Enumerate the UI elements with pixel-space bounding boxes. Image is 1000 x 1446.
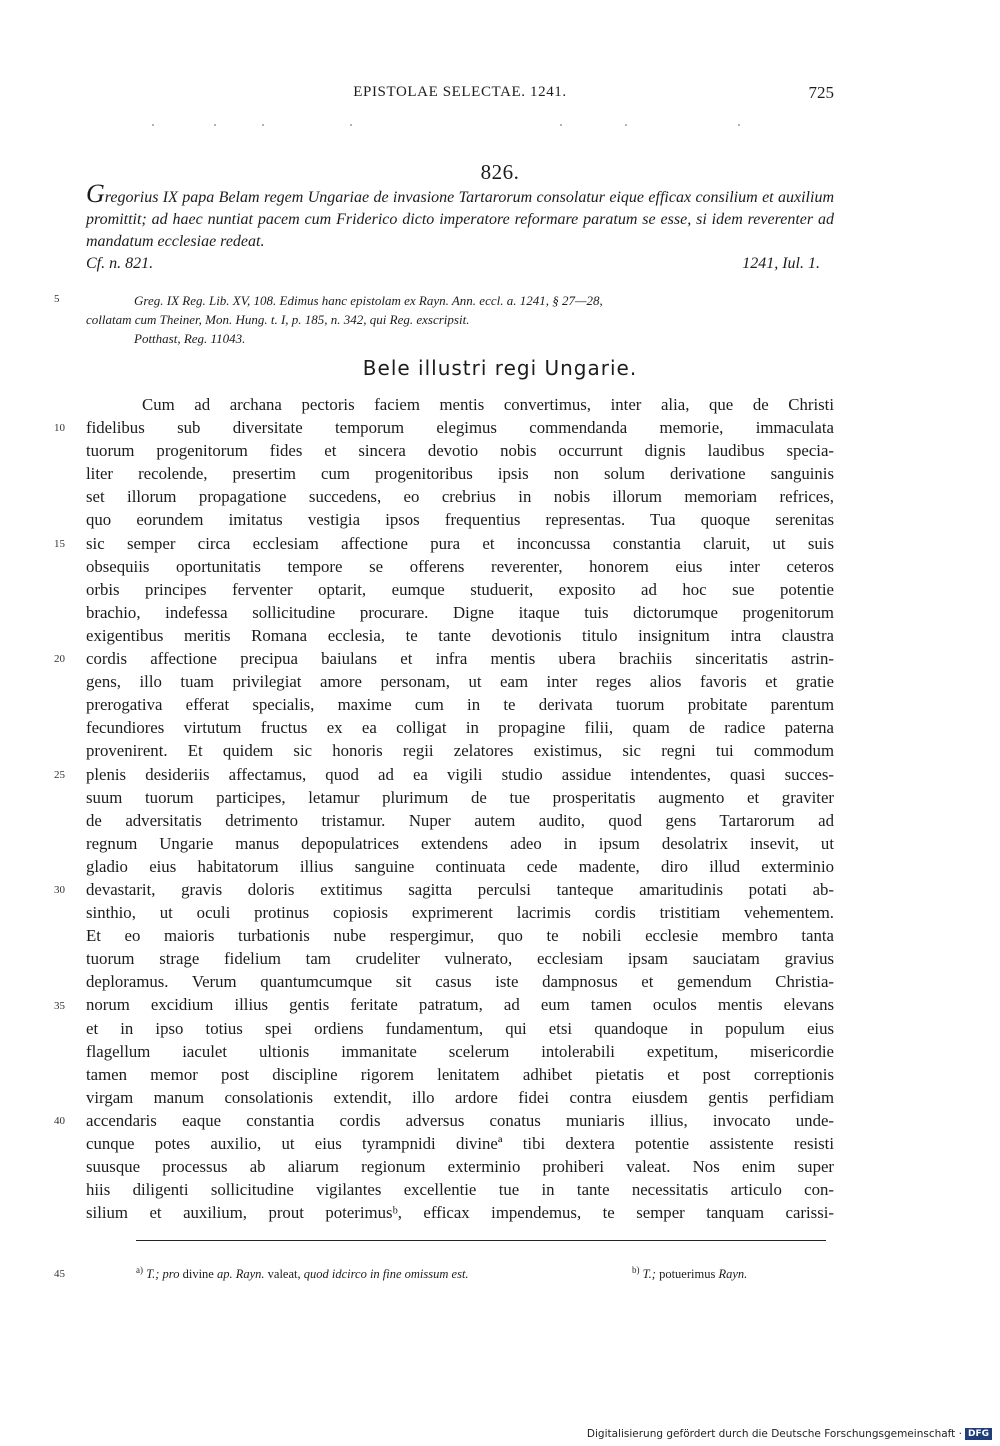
line-number: 20 xyxy=(54,653,65,666)
body-line: tuorum strage fidelium tam crudeliter vulnerato, ecclesiam ipsam sauciatam gravius xyxy=(86,949,834,969)
line-number: 15 xyxy=(54,537,65,550)
regest-dropcap: G xyxy=(86,179,105,208)
source-line: collatam cum Theiner, Mon. Hung. t. I, p. 185, n. 342, qui Reg. exscripsit. xyxy=(86,312,470,327)
body-line: flagellum iaculet ultionis immanitate scelerum intolerabili expetitum, misericordie xyxy=(86,1041,834,1061)
dfg-logo: DFG xyxy=(965,1428,992,1440)
body-line: cunque potes auxilio, ut eius tyrampnidi divineª tibi dextera potentie assistente resisti xyxy=(86,1134,834,1153)
footnote-text: Rayn. xyxy=(718,1267,748,1282)
source-line: Potthast, Reg. 11043. xyxy=(134,331,246,346)
body-line: accendaris eaque constantia cordis adversus conatus muniaris illius, invocato unde- xyxy=(86,1110,834,1130)
body-line: suum tuorum participes, letamur plurimum de tue prosperitatis augmento et graviter xyxy=(86,787,834,807)
footnote-text: quod idcirco in fine omissum est. xyxy=(303,1267,469,1282)
body-line: obsequiis oportunitatis tempore se offerens reverenter, honorem eius inter ceteros xyxy=(86,556,834,576)
body-line: norum excidium illius gentis feritate patratum, ad eum tamen oculos mentis elevans xyxy=(86,995,834,1015)
footnote-a xyxy=(136,1265,469,1282)
body-line: deploramus. Verum quantumcumque sit casus iste dampnosus et gemendum Christia- xyxy=(86,972,834,992)
digitization-credit xyxy=(587,1428,992,1440)
body-line: plenis desideriis affectamus, quod ad ea vigili studio assidue intendentes, quasi succes- xyxy=(86,764,834,784)
letter-body xyxy=(86,393,834,1224)
regest-references xyxy=(86,253,834,275)
regest xyxy=(86,179,834,275)
line-number: 25 xyxy=(54,768,65,781)
regest-summary xyxy=(86,179,834,253)
speckle xyxy=(214,124,216,126)
body-line: sic semper circa ecclesiam affectione pura et inconcussa constantia claruit, ut suis xyxy=(86,533,834,553)
speckle xyxy=(738,124,740,126)
print-speckles xyxy=(140,124,840,130)
body-line: exigentibus meritis Romana ecclesia, te tante devotionis titulo insignitum intra claustra xyxy=(86,625,834,645)
line-number: 35 xyxy=(54,999,65,1012)
body-line: tuorum progenitorum fides et sincera devotio nobis occurrunt dignis laudibus specia- xyxy=(86,441,834,461)
footnote-text: T.; pro xyxy=(146,1267,180,1282)
body-line: suusque processus ab aliarum regionum exterminio prohiberi valeat. Nos enim super xyxy=(86,1157,834,1177)
footnote-marker: b) xyxy=(632,1265,640,1275)
speckle xyxy=(560,124,562,126)
body-line: fecundiores virtutum fructus ex ea colligat in propagine filii, quam de radice paterna xyxy=(86,718,834,738)
line-number: 45 xyxy=(54,1268,65,1280)
line-number: 30 xyxy=(54,884,65,897)
footnote-text: valeat, xyxy=(267,1267,301,1282)
line-number: 40 xyxy=(54,1115,65,1128)
running-head xyxy=(86,84,834,104)
body-line: prerogativa efferat specialis, maxime cum in te derivata tuorum probitate parentum xyxy=(86,695,834,715)
digitization-text: Digitalisierung gefördert durch die Deutsche Forschungsgemeinschaft · xyxy=(586,1428,962,1440)
body-line: orbis principes ferventer optarit, eumque studuerit, exposito ad hoc sue potentie xyxy=(86,579,834,599)
footnote-text: potuerimus xyxy=(659,1267,716,1282)
body-line: quo eorundem imitatus vestigia ipsos frequentius representas. Tua quoque serenitas xyxy=(86,510,834,530)
footnote-text: ap. Rayn. xyxy=(216,1267,265,1282)
body-line: hiis diligenti sollicitudine vigilantes excellentie tue in tante necessitatis articulo con- xyxy=(86,1180,834,1200)
body-line: sinthio, ut oculi protinus copiosis exprimerent lacrimis cordis tristitiam vehementem. xyxy=(86,903,834,923)
body-line: virgam manum consolationis extendit, illo ardore fidei contra eiusdem gentis perfidiam xyxy=(86,1087,834,1107)
document-number: 826. xyxy=(480,160,520,184)
footnote-marker: a) xyxy=(136,1265,143,1275)
running-title: EPISTOLAE SELECTAE. 1241. xyxy=(353,84,567,100)
regest-text: regorius IX papa Belam regem Ungariae de invasione Tartarorum consolatur eique efficax consilium et auxilium promittit; ad haec nuntiat pacem cum Friderico dicto imperatore reformare paratum se esse, si idem reverenter ad mandatum ecclesiae redeat. xyxy=(86,189,834,250)
body-line: fidelibus sub diversitate temporum elegimus commendanda memorie, immaculata xyxy=(86,418,834,438)
line-number: 5 xyxy=(54,293,60,305)
page-number: 725 xyxy=(808,83,834,102)
body-line: Et eo maioris turbationis nube respergimur, quo te nobili ecclesie membro tanta xyxy=(86,926,834,946)
footnote-b xyxy=(632,1265,747,1282)
footnote-rule xyxy=(136,1240,826,1241)
footnote-text: T.; xyxy=(642,1267,656,1282)
body-line: provenirent. Et quidem sic honoris regii zelatores existimus, sic regni tui commodum xyxy=(86,741,834,761)
body-line: regnum Ungarie manus depopulatrices extendens adeo in ipsum desolatrix insevit, ut xyxy=(86,833,834,853)
body-line: de adversitatis detrimento tristamur. Nuper autem audito, quod gens Tartarorum ad xyxy=(86,810,834,830)
document-date: 1241, Iul. 1. xyxy=(742,255,820,272)
body-line: cordis affectione precipua baiulans et infra mentis ubera brachiis sinceritatis astrin- xyxy=(86,649,834,669)
source-notes xyxy=(86,291,834,348)
body-line: liter recolende, presertim cum progenitoribus ipsis non solum derivatione sanguinis xyxy=(86,464,834,484)
speckle xyxy=(152,124,154,126)
body-line: brachio, indefessa sollicitudine procurare. Digne itaque tuis dictorumque progenitorum xyxy=(86,602,834,622)
body-line: gens, illo tuam privilegiat amore personam, ut eam inter reges alios favoris et gratie xyxy=(86,672,834,692)
body-line: gladio eius habitatorum illius sanguine continuata cede madente, diro illud exterminio xyxy=(86,856,834,876)
footnote-text: divine xyxy=(182,1267,214,1282)
speckle xyxy=(350,124,352,126)
letter-address: Bele illustri regi Ungarie. xyxy=(362,356,638,380)
speckle xyxy=(262,124,264,126)
body-line: set illorum propagatione succedens, eo crebrius in nobis illorum memoriam refrices, xyxy=(86,487,834,507)
line-number: 10 xyxy=(54,422,65,435)
body-line: et in ipso totius spei ordiens fundamentum, qui etsi quandoque in populum eius xyxy=(86,1018,834,1038)
speckle xyxy=(625,124,627,126)
body-line: tamen memor post discipline rigorem lenitatem adhibet pietatis et post correptionis xyxy=(86,1064,834,1084)
cross-reference: Cf. n. 821. xyxy=(86,255,154,272)
body-line: silium et auxilium, prout poterimusᵇ, efficax impendemus, te semper tanquam carissi- xyxy=(86,1203,834,1223)
body-line: devastarit, gravis doloris extitimus sagitta perculsi tanteque amaritudinis potati ab- xyxy=(86,879,834,899)
body-line: Cum ad archana pectoris faciem mentis convertimus, inter alia, que de Christi xyxy=(142,395,834,414)
source-line: Greg. IX Reg. Lib. XV, 108. Edimus hanc epistolam ex Rayn. Ann. eccl. a. 1241, § 27—28, xyxy=(134,293,603,308)
